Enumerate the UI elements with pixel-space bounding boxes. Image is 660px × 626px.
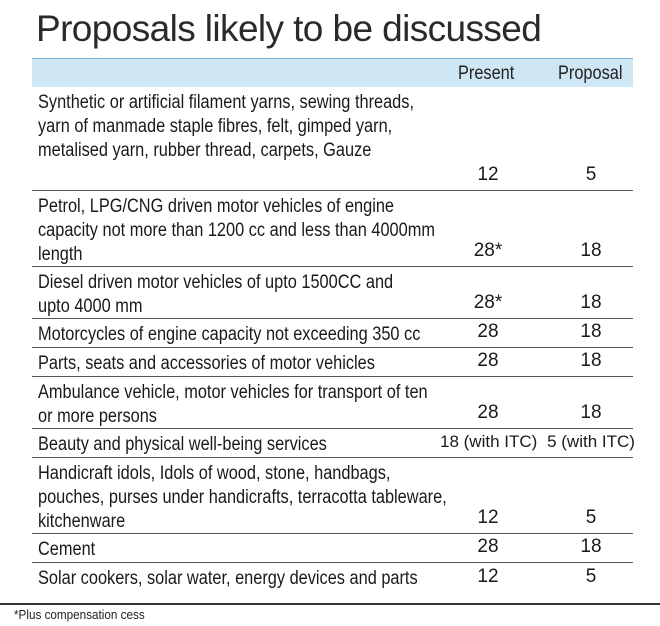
row-present-rate: 28	[477, 536, 499, 557]
row-present-rate: 28*	[473, 292, 503, 313]
row-description: Ambulance vehicle, motor vehicles for transport of ten or more persons	[38, 382, 428, 427]
table-row	[32, 267, 633, 319]
table-row	[32, 563, 633, 592]
proposals-table	[32, 58, 633, 592]
row-description: Parts, seats and accessories of motor vehicles	[38, 353, 375, 374]
row-description: Handicraft idols, Idols of wood, stone, handbags, pouches, purses under handicrafts, terracotta tableware, kitchenware	[38, 463, 447, 532]
row-description: Solar cookers, solar water, energy devices and parts	[38, 568, 418, 589]
table-row	[32, 377, 633, 429]
table-row	[32, 348, 633, 377]
row-description: Petrol, LPG/CNG driven motor vehicles of engine capacity not more than 1200 cc and less than 4000mm length	[38, 196, 435, 265]
table-row	[32, 319, 633, 348]
row-description: Motorcycles of engine capacity not exceeding 350 cc	[38, 324, 421, 345]
table-row	[32, 87, 633, 191]
table-row	[32, 534, 633, 563]
row-description: Diesel driven motor vehicles of upto 1500CC and upto 4000 mm	[38, 272, 394, 317]
row-description: Cement	[38, 539, 96, 560]
row-present-rate: 12	[477, 164, 499, 185]
row-present-rate: 28	[477, 321, 499, 342]
table-header	[32, 58, 633, 87]
row-proposal-rate: 18	[580, 321, 602, 342]
row-proposal-rate: 5 (with ITC)	[547, 432, 635, 451]
page-title: Proposals likely to be discussed	[36, 8, 542, 49]
row-proposal-rate: 18	[580, 536, 602, 557]
column-header-present: Present	[458, 63, 515, 84]
row-present-rate: 28	[477, 350, 499, 371]
row-proposal-rate: 18	[580, 292, 602, 313]
column-header-proposal: Proposal	[558, 63, 623, 84]
bottom-divider	[0, 603, 660, 605]
row-present-rate: 18 (with ITC)	[440, 432, 538, 451]
row-proposal-rate: 18	[580, 402, 602, 423]
row-present-rate: 28*	[473, 240, 503, 261]
row-proposal-rate: 18	[580, 240, 602, 261]
row-description: Beauty and physical well-being services	[38, 434, 327, 455]
table-row	[32, 429, 633, 458]
row-proposal-rate: 5	[585, 164, 597, 185]
row-proposal-rate: 5	[585, 566, 597, 587]
row-present-rate: 12	[477, 507, 499, 528]
table-row	[32, 191, 633, 267]
row-proposal-rate: 18	[580, 350, 602, 371]
row-present-rate: 12	[477, 566, 499, 587]
row-description: Synthetic or artificial filament yarns, sewing threads, yarn of manmade staple fibres, felt, gimped yarn, metalised yarn, rubber thread, carpets, Gauze	[38, 92, 414, 161]
row-present-rate: 28	[477, 402, 499, 423]
footnote: *Plus compensation cess	[14, 607, 145, 622]
row-proposal-rate: 5	[585, 507, 597, 528]
table-row	[32, 458, 633, 534]
